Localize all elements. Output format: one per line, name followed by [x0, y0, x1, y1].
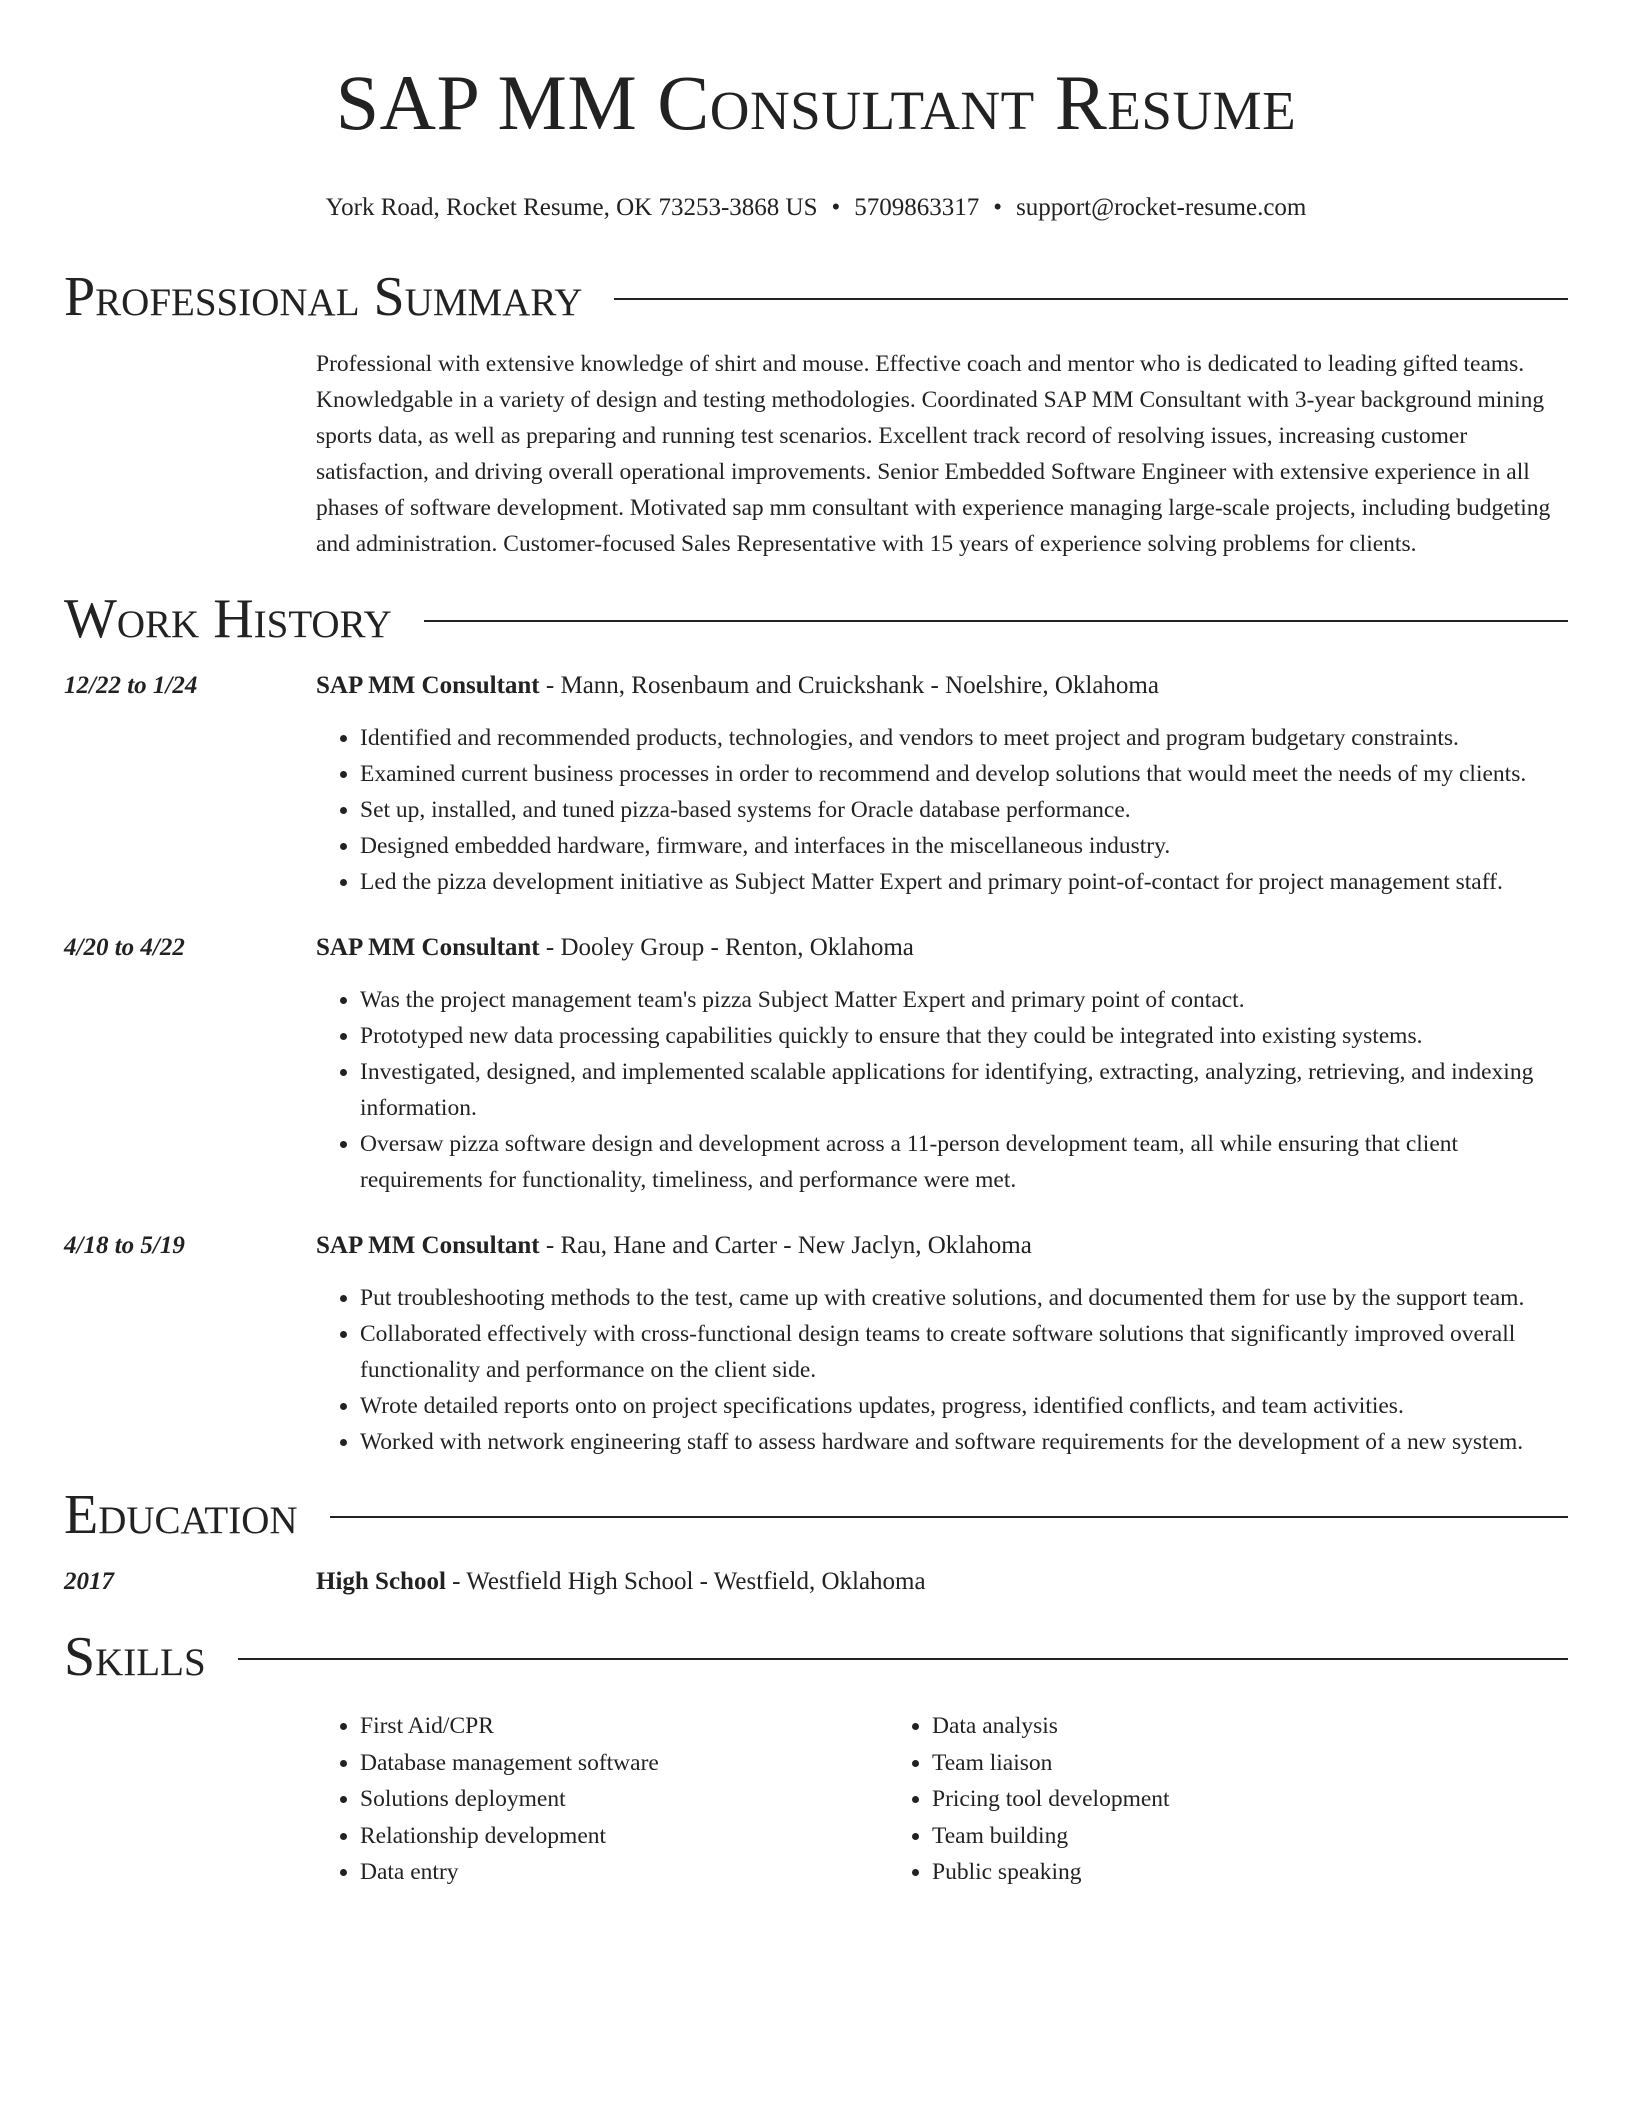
list-item: • Examined current business processes in order to recommend and develop solutions that would meet the needs of my clients. [360, 756, 1568, 792]
phone: 5709863317 [854, 194, 980, 221]
skills-column-right [888, 1708, 1460, 1891]
job-heading [316, 1228, 1568, 1264]
job-dates: 4/18 to 5/19 [64, 1232, 185, 1259]
education-details: - Westfield High School - Westfield, Oklahoma [445, 1568, 926, 1595]
job-entry [64, 930, 1568, 1198]
job-entry [64, 668, 1568, 900]
section-title-summary: Professional Summary [64, 266, 583, 328]
summary-text: Professional with extensive knowledge of shirt and mouse. Effective coach and mentor who is dedicated to leading gifted teams. Knowledgable in a variety of design and testing methodologies. Coordinated SAP MM Consultant with 3-year background mining sports data, as well as preparing and running test scenarios. Excellent track record of resolving issues, increasing customer satisfaction, and driving overall operational improvements. Senior Embedded Software Engineer with extensive experience in all phases of software development. Motivated sap mm consultant with experience managing large-scale projects, including budgeting and administration. Customer-focused Sales Representative with 15 years of experience solving problems for clients. [316, 351, 1551, 557]
list-item: • Prototyped new data processing capabilities quickly to ensure that they could be integrated into existing systems. [360, 1018, 1568, 1054]
list-item: • Put troubleshooting methods to the test, came up with creative solutions, and documented them for use by the support team. [360, 1280, 1568, 1316]
education-heading [316, 1564, 1568, 1600]
skill-item: • Relationship development [360, 1818, 888, 1855]
skills-list [316, 1708, 1568, 1891]
degree: High School [316, 1568, 446, 1595]
address: York Road, Rocket Resume, OK 73253-3868 US [325, 194, 818, 221]
list-item: • Collaborated effectively with cross-functional design teams to create software solutions that significantly improved overall functionality and performance on the client side. [360, 1316, 1568, 1388]
work-section-header [64, 584, 1568, 654]
list-item: • Set up, installed, and tuned pizza-based systems for Oracle database performance. [360, 792, 1568, 828]
summary-section-header [64, 262, 1568, 332]
section-divider [614, 298, 1568, 300]
list-item: • Designed embedded hardware, firmware, and interfaces in the miscellaneous industry. [360, 828, 1568, 864]
skill-item: • Data analysis [932, 1708, 1460, 1745]
job-bullets [316, 982, 1568, 1198]
skill-item: • Database management software [360, 1745, 888, 1782]
skill-item: • First Aid/CPR [360, 1708, 888, 1745]
education-section-header [64, 1480, 1568, 1550]
contact-line [64, 192, 1568, 224]
skill-item: • Pricing tool development [932, 1781, 1460, 1818]
job-details: - Rau, Hane and Carter - New Jaclyn, Oklahoma [539, 1232, 1032, 1259]
skill-item: • Data entry [360, 1854, 888, 1891]
education-date: 2017 [64, 1568, 114, 1595]
list-item: • Investigated, designed, and implemented scalable applications for identifying, extracting, analyzing, retrieving, and indexing information. [360, 1054, 1568, 1126]
list-item: • Was the project management team's pizza Subject Matter Expert and primary point of contact. [360, 982, 1568, 1018]
job-details: - Mann, Rosenbaum and Cruickshank - Noelshire, Oklahoma [539, 672, 1159, 699]
job-entry [64, 1228, 1568, 1460]
skill-item: • Team liaison [932, 1745, 1460, 1782]
skills-column-left [316, 1708, 888, 1891]
job-heading [316, 930, 1568, 966]
job-dates: 4/20 to 4/22 [64, 934, 185, 961]
job-title: SAP MM Consultant [316, 934, 540, 961]
list-item: • Led the pizza development initiative as Subject Matter Expert and primary point-of-contact for project management staff. [360, 864, 1568, 900]
list-item: • Oversaw pizza software design and development across a 11-person development team, all while ensuring that client requirements for functionality, timeliness, and performance were met. [360, 1126, 1568, 1198]
section-title-skills: Skills [64, 1626, 206, 1688]
skills-section-header [64, 1622, 1568, 1692]
skill-item: • Solutions deployment [360, 1781, 888, 1818]
section-divider [330, 1516, 1568, 1518]
separator: • [993, 194, 1003, 221]
job-title: SAP MM Consultant [316, 1232, 540, 1259]
job-bullets [316, 720, 1568, 900]
section-divider [424, 620, 1568, 622]
skill-item: • Public speaking [932, 1854, 1460, 1891]
section-title-work: Work History [64, 588, 392, 650]
list-item: • Worked with network engineering staff to assess hardware and software requirements for the development of a new system. [360, 1424, 1568, 1460]
list-item: • Wrote detailed reports onto on project specifications updates, progress, identified conflicts, and team activities. [360, 1388, 1568, 1424]
separator: • [831, 194, 841, 221]
email: support@rocket-resume.com [1016, 194, 1307, 221]
list-item: • Identified and recommended products, technologies, and vendors to meet project and program budgetary constraints. [360, 720, 1568, 756]
job-heading [316, 668, 1568, 704]
section-title-education: Education [64, 1484, 298, 1546]
skill-item: • Team building [932, 1818, 1460, 1855]
job-bullets [316, 1280, 1568, 1460]
section-divider [238, 1658, 1568, 1660]
education-entry [64, 1564, 1568, 1600]
job-details: - Dooley Group - Renton, Oklahoma [539, 934, 914, 961]
job-dates: 12/22 to 1/24 [64, 672, 198, 699]
job-title: SAP MM Consultant [316, 672, 540, 699]
page-title: SAP MM Consultant Resume [335, 59, 1297, 146]
